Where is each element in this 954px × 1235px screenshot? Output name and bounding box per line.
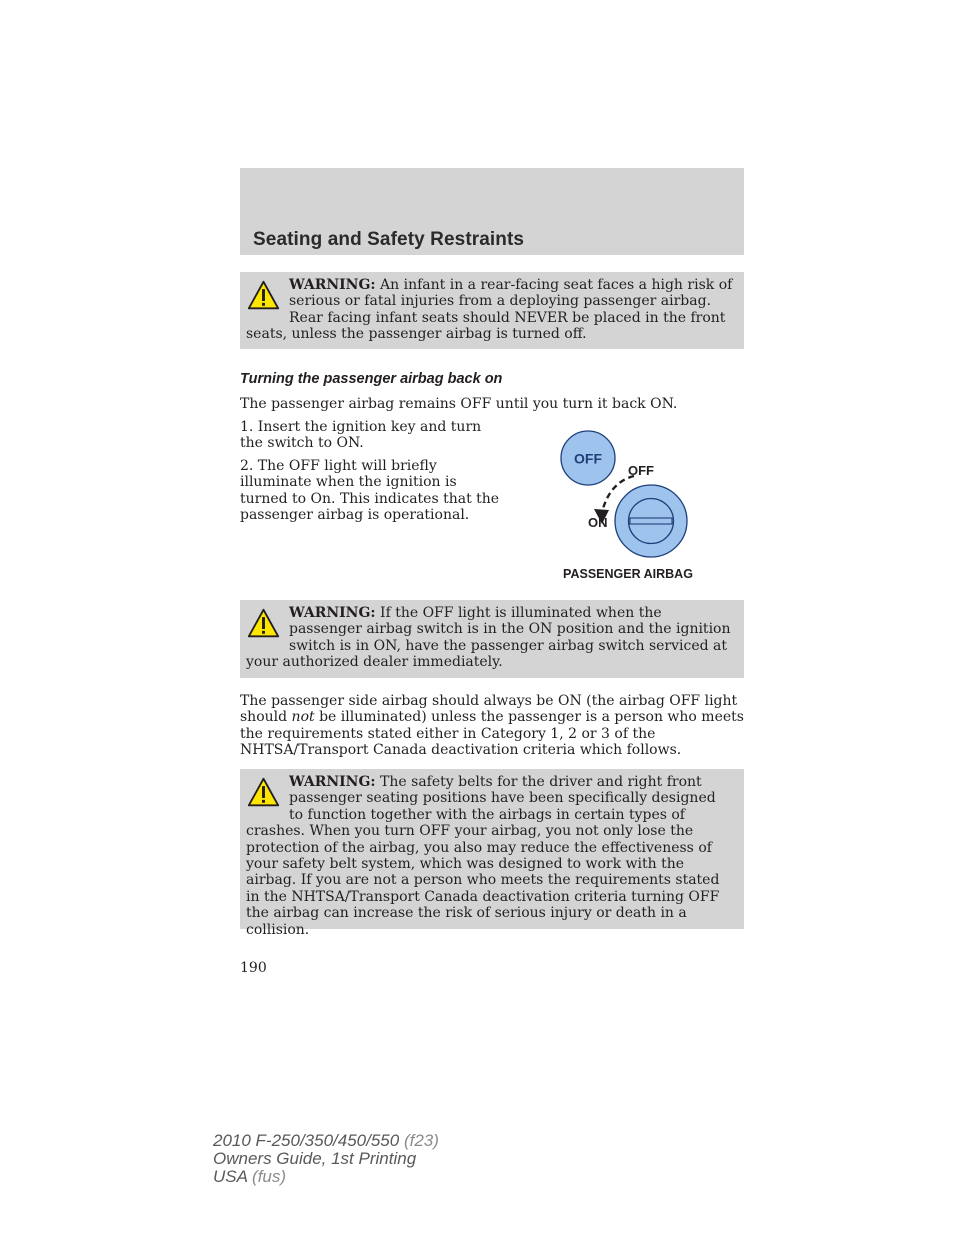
switch-off-label: OFF xyxy=(628,463,654,478)
footer-line-edition: Owners Guide, 1st Printing xyxy=(213,1149,417,1168)
warning-box-safety-belts xyxy=(240,769,744,938)
paragraph-text: be illuminated) unless the passenger is a person who meets the requirements stated either in Category 1, 2 or 3 of the NHTSA/Transport Canada deactivation criteria which follows. xyxy=(240,709,744,759)
emphasis-text: not xyxy=(291,709,315,726)
airbag-on-paragraph xyxy=(240,693,744,759)
footer-line-model xyxy=(213,1132,439,1150)
off-light-label: OFF xyxy=(574,450,602,467)
step-2: 2. The OFF light will briefly illuminate when the ignition is turned to On. This indicates that the passenger airbag is operational. xyxy=(240,458,500,524)
warning-triangle-icon xyxy=(247,279,280,312)
footer-market: USA xyxy=(213,1167,248,1186)
key-slot-icon xyxy=(630,518,672,524)
footer-market-code: (fus) xyxy=(247,1167,287,1186)
footer-model: 2010 F-250/350/450/550 xyxy=(213,1131,400,1150)
section-title: Seating and Safety Restraints xyxy=(253,229,525,250)
step-1: 1. Insert the ignition key and turn the switch to ON. xyxy=(240,419,482,452)
warning-box-infant-seat xyxy=(240,272,744,349)
warning-label: WARNING: xyxy=(289,605,376,621)
switch-on-label: ON xyxy=(588,515,608,530)
section-header-bar xyxy=(240,168,744,255)
document-footer xyxy=(213,1132,439,1186)
warning-triangle-icon xyxy=(247,607,280,640)
intro-paragraph: The passenger airbag remains OFF until you turn it back ON. xyxy=(240,396,678,412)
footer-line-market xyxy=(213,1168,439,1186)
passenger-airbag-switch-figure xyxy=(550,420,730,590)
paragraph-text: The passenger side airbag should always be ON (the airbag OFF light should xyxy=(240,693,738,726)
warning-text: An infant in a rear-facing seat faces a high risk of serious or fatal injuries from a deploying passenger airbag. Rear facing infant seats should NEVER be placed in the front seats, unless the passenger airbag is turned off. xyxy=(246,277,733,343)
warning-label: WARNING: xyxy=(289,774,376,790)
warning-text: If the OFF light is illuminated when the passenger airbag switch is in the ON position and the ignition switch is in ON, have the passenger airbag switch serviced at your authorized dealer immediately. xyxy=(246,605,731,671)
warning-text: The safety belts for the driver and right front passenger seating positions have been specifically designed to function together with the airbags in certain types of crashes. When you turn OFF your airbag, you not only lose the protection of the airbag, you also may reduce the effectiveness of your safety belt system, which was designed to work with the airbag. If you are not a person who meets the requirements stated in the NHTSA/Transport Canada deactivation criteria turning OFF the airbag can increase the risk of serious injury or death in a collision. xyxy=(246,774,720,938)
page-number: 190 xyxy=(240,960,267,976)
warning-label: WARNING: xyxy=(289,277,376,293)
warning-box-off-light xyxy=(240,600,744,678)
subsection-heading: Turning the passenger airbag back on xyxy=(240,371,503,387)
figure-caption: PASSENGER AIRBAG xyxy=(563,567,693,581)
warning-triangle-icon xyxy=(247,776,280,809)
footer-model-code: (f23) xyxy=(399,1131,439,1150)
